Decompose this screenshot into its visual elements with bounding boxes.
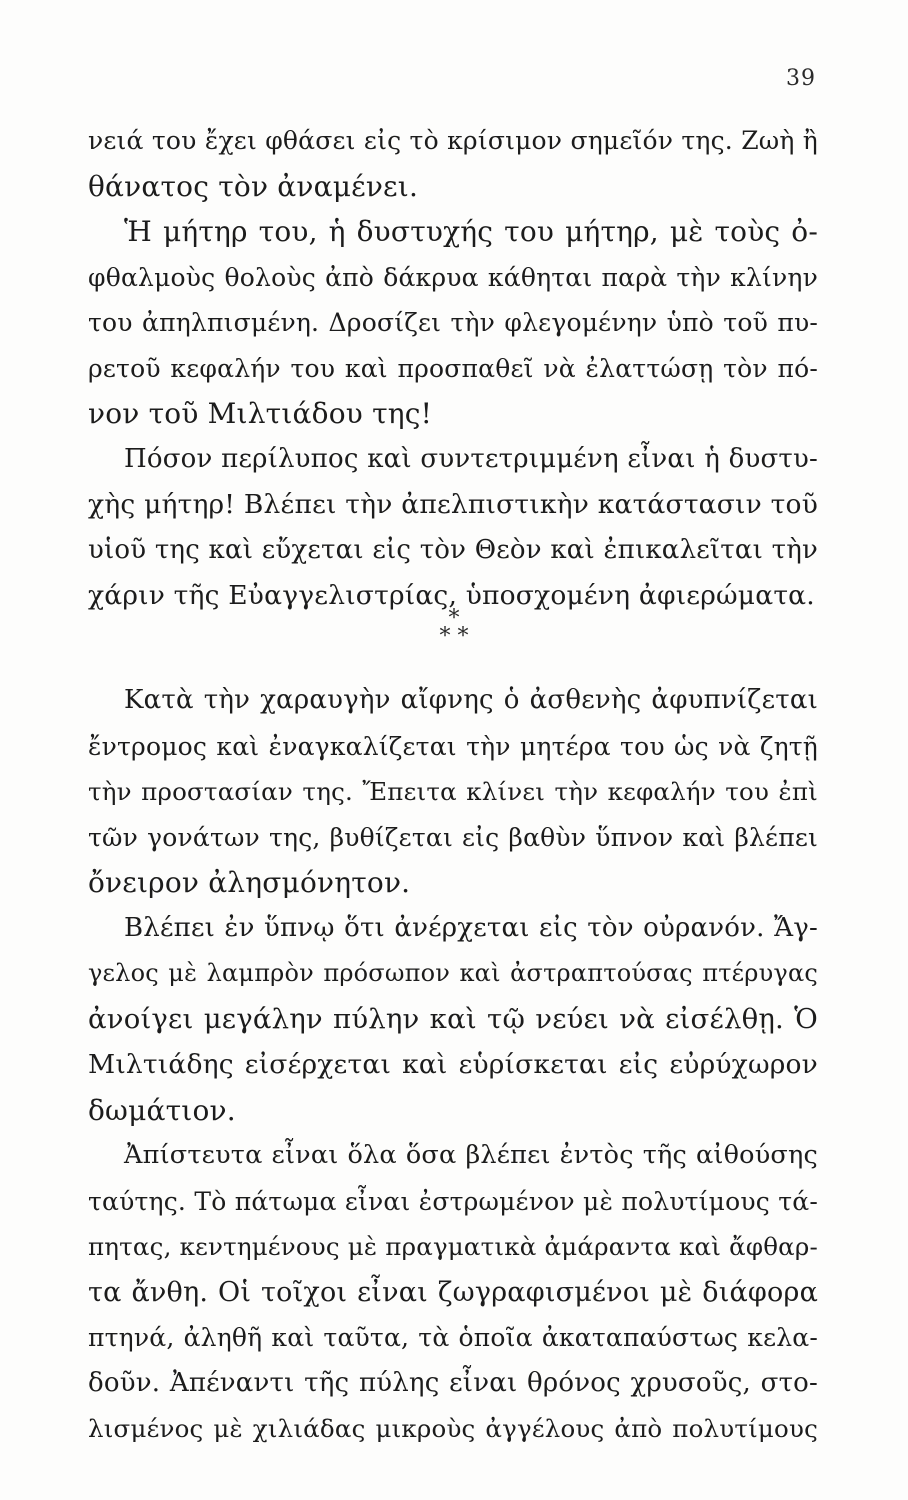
text-line: ταύτης. Τὸ πάτωμα εἶναι ἐστρωμένον μὲ πολυτίμους τά- [88,1186,818,1216]
section-break-asterism [0,606,908,666]
text-line: νειά του ἔχει φθάσει εἰς τὸ κρίσιμον σημεῖόν της. Ζωὴ ἢ [88,126,818,155]
text-line: τὴν προστασίαν της. Ἔπειτα κλίνει τὴν κεφαλήν του ἐπὶ [88,777,818,806]
text-line: ἔντρομος καὶ ἐναγκαλίζεται τὴν μητέρα του ὡς νὰ ζητῇ [88,731,818,761]
text-line: δωμάτιον. [88,1093,236,1127]
asterism-bottom: * * [439,624,469,649]
text-line: πητας, κεντημένους μὲ πραγματικὰ ἀμάραντα καὶ ἄφθαρ- [88,1232,818,1261]
text-line: χὴς μήτηρ! Βλέπει τὴν ἀπελπιστικὴν κατάστασιν τοῦ [88,489,818,520]
text-line: ὄνειρον ἀλησμόνητον. [88,866,411,899]
text-line: του ἀπηλπισμένη. Δροσίζει τὴν φλεγομένην ὑπὸ τοῦ πυ- [88,308,818,337]
text-line: γελος μὲ λαμπρὸν πρόσωπον καὶ ἀστραπτούσας πτέρυγας [88,959,818,987]
text-line: Μιλτιάδης εἰσέρχεται καὶ εὑρίσκεται εἰς εὐρύχωρον [88,1049,818,1080]
text-line: τῶν γονάτων της, βυθίζεται εἰς βαθὺν ὕπνον καὶ βλέπει [88,822,818,852]
asterism-top: * [448,606,460,631]
text-line: χάριν τῆς Εὐαγγελιστρίας, ὑποσχομένη ἀφιερώματα. [88,580,815,611]
text-line: Βλέπει ἐν ὕπνῳ ὅτι ἀνέρχεται εἰς τὸν οὐρανόν. Ἄγ- [124,912,818,943]
text-line: τα ἄνθη. Οἱ τοῖχοι εἶναι ζωγραφισμένοι μὲ διάφορα [88,1276,818,1308]
text-line: ἀνοίγει μεγάλην πύλην καὶ τῷ νεύει νὰ εἰσέλθῃ. Ὁ [88,1002,818,1035]
text-line: Κατὰ τὴν χαραυγὴν αἴφνης ὁ ἀσθενὴς ἀφυπνίζεται [124,685,818,715]
text-line: θάνατος τὸν ἀναμένει. [88,169,419,203]
text-line: πτηνά, ἀληθῆ καὶ ταῦτα, τὰ ὁποῖα ἀκαταπαύστως κελα- [88,1323,818,1352]
text-line: δοῦν. Ἀπέναντι τῆς πύλης εἶναι θρόνος χρυσοῦς, στο- [88,1367,818,1398]
text-line: λισμένος μὲ χιλιάδας μικροὺς ἀγγέλους ἀπὸ πολυτίμους [88,1414,818,1443]
text-line: Ἡ μήτηρ του, ἡ δυστυχής του μήτηρ, μὲ τοὺς ὀ- [124,215,818,248]
text-line: Ἀπίστευτα εἶναι ὅλα ὅσα βλέπει ἐντὸς τῆς αἰθούσης [124,1140,818,1170]
page-number: 39 [786,66,816,91]
text-line: νον τοῦ Μιλτιάδου της! [88,397,433,430]
text-line: Πόσον περίλυπος καὶ συντετριμμένη εἶναι ἡ δυστυ- [124,443,818,474]
text-block-1 [88,118,818,619]
text-block-2 [88,678,818,1452]
text-line: υἱοῦ της καὶ εὔχεται εἰς τὸν Θεὸν καὶ ἐπικαλεῖται τὴν [88,534,818,565]
text-line: ρετοῦ κεφαλήν του καὶ προσπαθεῖ νὰ ἐλαττώσῃ τὸν πό- [88,353,818,383]
text-line: φθαλμοὺς θολοὺς ἀπὸ δάκρυα κάθηται παρὰ τὴν κλίνην [88,262,818,292]
